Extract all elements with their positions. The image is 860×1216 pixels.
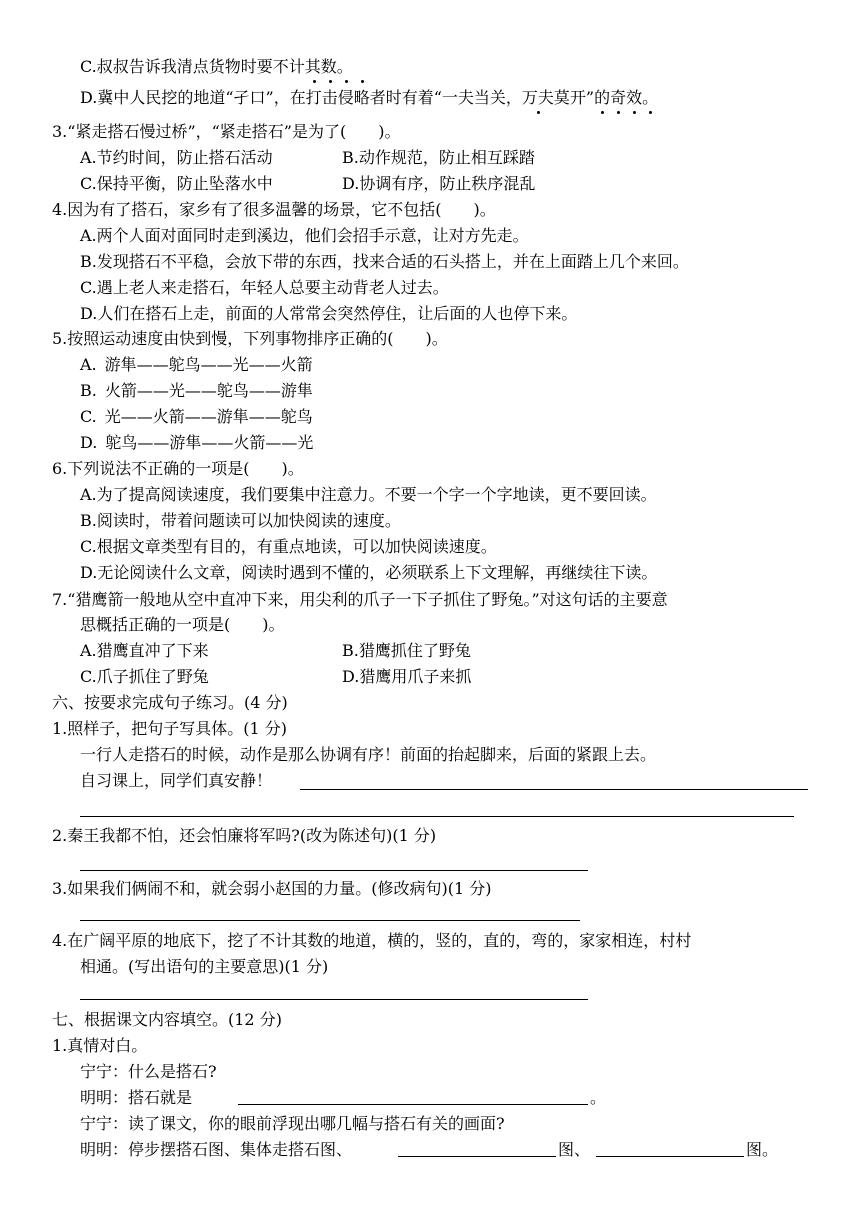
option-d: D. 鸵鸟——游隼——火箭——光	[80, 433, 314, 452]
sec6-question-4-cont: 相通。(写出语句的主要意思)(1 分)	[80, 957, 329, 976]
dialogue-line-suffix: 图。	[746, 1140, 779, 1159]
emphasis-dot	[617, 111, 620, 114]
emphasis-dot	[601, 111, 604, 114]
answer-blank[interactable]	[238, 1104, 588, 1105]
option-c: C.保持平衡，防止坠落水中	[80, 174, 273, 193]
dialogue-line: 宁宁：什么是搭石?	[80, 1062, 217, 1081]
answer-line[interactable]	[80, 999, 588, 1000]
sec6-question-1: 1.照样子，把句子写具体。(1 分)	[52, 719, 288, 738]
dialogue-line-suffix: 。	[590, 1088, 607, 1107]
option-b: B.阅读时，带着问题读可以加快阅读的速度。	[80, 511, 401, 530]
option-d: D.猎鹰用爪子来抓	[342, 667, 472, 686]
question-7-stem: 7.“猎鹰箭一般地从空中直冲下来，用尖利的爪子一下子抓住了野兔。”对这句话的主要意	[52, 590, 668, 609]
emphasis-dot	[537, 111, 540, 114]
emphasis-dot	[361, 80, 364, 83]
answer-line[interactable]	[80, 920, 580, 921]
question-5-stem: 5.按照运动速度由快到慢，下列事物排序正确的( )。	[52, 329, 448, 348]
option-c: C.遇上老人来走搭石，年轻人总要主动背老人过去。	[80, 278, 449, 297]
option-b: B.发现搭石不平稳，会放下带的东西，找来合适的石头搭上，并在上面踏上几个来回。	[80, 252, 689, 271]
answer-line[interactable]	[80, 870, 588, 871]
option-a: A.节约时间，防止搭石活动	[80, 148, 273, 167]
option-a: A.为了提高阅读速度，我们要集中注意力。不要一个字一个字地读，更不要回读。	[80, 485, 657, 504]
option-b: B. 火箭——光——鸵鸟——游隼	[80, 381, 313, 400]
answer-line[interactable]	[80, 816, 794, 817]
section-7-title: 七、根据课文内容填空。(12 分)	[52, 1010, 282, 1029]
section-6-title: 六、按要求完成句子练习。(4 分)	[52, 693, 288, 712]
option-b: B.动作规范，防止相互踩踏	[342, 148, 535, 167]
option-a: A.猎鹰直冲了下来	[80, 641, 209, 660]
example-sentence: 一行人走搭石的时候，动作是那么协调有序！前面的抬起脚来，后面的紧跟上去。	[80, 745, 657, 764]
dialogue-line-prefix: 明明：停步摆搭石图、集体走搭石图、	[80, 1140, 353, 1159]
option-b: B.猎鹰抓住了野兔	[342, 641, 471, 660]
option-c: C.爪子抓住了野兔	[80, 667, 209, 686]
prompt-sentence: 自习课上，同学们真安静！	[80, 771, 273, 790]
option-d: D.人们在搭石上走，前面的人常常会突然停住，让后面的人也停下来。	[80, 304, 578, 323]
question-7-stem-cont: 思概括正确的一项是( )。	[80, 615, 285, 634]
dialogue-line-mid: 图、	[558, 1140, 591, 1159]
option-d: D.冀中人民挖的地道“孑口”，在打击侵略者时有着“一夫当关，万夫莫开”的奇效。	[80, 88, 659, 107]
sec6-question-4: 4.在广阔平原的地底下，挖了不计其数的地道，横的，竖的，直的，弯的，家家相连，村村	[52, 931, 692, 950]
option-c: C.叔叔告诉我清点货物时要不计其数。	[80, 57, 353, 76]
dialogue-line-prefix: 明明：搭石就是	[80, 1088, 193, 1107]
emphasis-dot	[345, 80, 348, 83]
option-d: D.无论阅读什么文章，阅读时遇到不懂的，必须联系上下文理解，再继续往下读。	[80, 563, 658, 582]
option-c: C.根据文章类型有目的，有重点地读，可以加快阅读速度。	[80, 537, 497, 556]
option-a: A.两个人面对面同时走到溪边，他们会招手示意，让对方先走。	[80, 226, 529, 245]
option-a: A. 游隼——鸵鸟——光——火箭	[80, 355, 313, 374]
emphasis-dot	[649, 111, 652, 114]
question-4-stem: 4.因为有了搭石，家乡有了很多温馨的场景，它不包括( )。	[52, 200, 496, 219]
answer-line[interactable]	[300, 789, 808, 790]
emphasis-dot	[633, 111, 636, 114]
emphasis-dot	[313, 80, 316, 83]
sec7-question-1: 1.真情对白。	[52, 1036, 148, 1055]
answer-blank[interactable]	[398, 1156, 556, 1157]
option-c: C. 光——火箭——游隼——鸵鸟	[80, 407, 313, 426]
option-d: D.协调有序，防止秩序混乱	[342, 174, 536, 193]
dialogue-line: 宁宁：读了课文，你的眼前浮现出哪几幅与搭石有关的画面?	[80, 1114, 505, 1133]
sec6-question-3: 3.如果我们俩闹不和，就会弱小赵国的力量。(修改病句)(1 分)	[52, 879, 492, 898]
question-6-stem: 6.下列说法不正确的一项是( )。	[52, 459, 304, 478]
answer-blank[interactable]	[596, 1156, 744, 1157]
question-3-stem: 3.“紧走搭石慢过桥”，“紧走搭石”是为了( )。	[52, 122, 401, 141]
sec6-question-2: 2.秦王我都不怕，还会怕廉将军吗?(改为陈述句)(1 分)	[52, 826, 437, 845]
emphasis-dot	[329, 80, 332, 83]
